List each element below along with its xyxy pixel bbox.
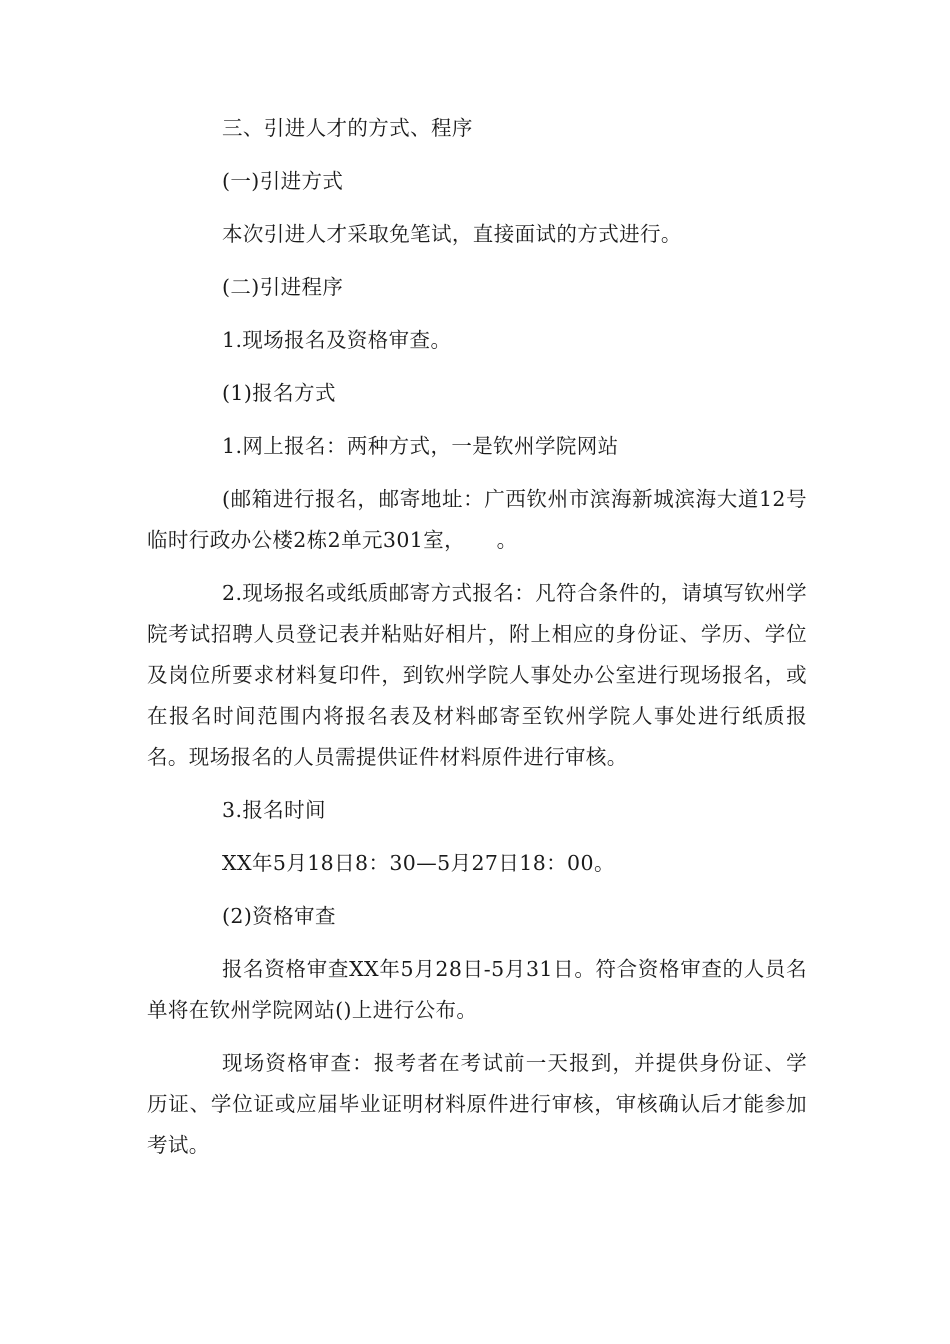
document-body bbox=[147, 108, 807, 1166]
paragraph: 1.网上报名：两种方式，一是钦州学院网站 bbox=[222, 434, 619, 458]
paragraph: 现场资格审查：报考者在考试前一天报到，并提供身份证、学历证、学位证或应届毕业证明材料原件进行审核，审核确认后才能参加考试。 bbox=[147, 1051, 807, 1157]
paragraph: (邮箱进行报名，邮寄地址：广西钦州市滨海新城滨海大道12号临时行政办公楼2栋2单元301室， 。 bbox=[147, 487, 807, 552]
paragraph: 1.现场报名及资格审查。 bbox=[222, 328, 452, 352]
section-heading: 三、引进人才的方式、程序 bbox=[222, 116, 473, 140]
paragraph: 2.现场报名或纸质邮寄方式报名：凡符合条件的，请填写钦州学院考试招聘人员登记表并粘贴好相片，附上相应的身份证、学历、学位及岗位所要求材料复印件，到钦州学院人事处办公室进行现场报名，或在报名时间范围内将报名表及材料邮寄至钦州学院人事处进行纸质报名。现场报名的人员需提供证件材料原件进行审核。 bbox=[147, 581, 807, 769]
paragraph: 报名资格审查XX年5月28日-5月31日。符合资格审查的人员名单将在钦州学院网站()上进行公布。 bbox=[147, 957, 807, 1022]
subsection-heading: (一)引进方式 bbox=[222, 169, 344, 193]
paragraph: 本次引进人才采取免笔试，直接面试的方式进行。 bbox=[222, 222, 682, 246]
paragraph: (1)报名方式 bbox=[222, 381, 336, 405]
subsection-heading: (二)引进程序 bbox=[222, 275, 344, 299]
paragraph: 3.报名时间 bbox=[222, 798, 326, 822]
paragraph: XX年5月18日8：30—5月27日18：00。 bbox=[222, 851, 615, 875]
paragraph: (2)资格审查 bbox=[222, 904, 336, 928]
